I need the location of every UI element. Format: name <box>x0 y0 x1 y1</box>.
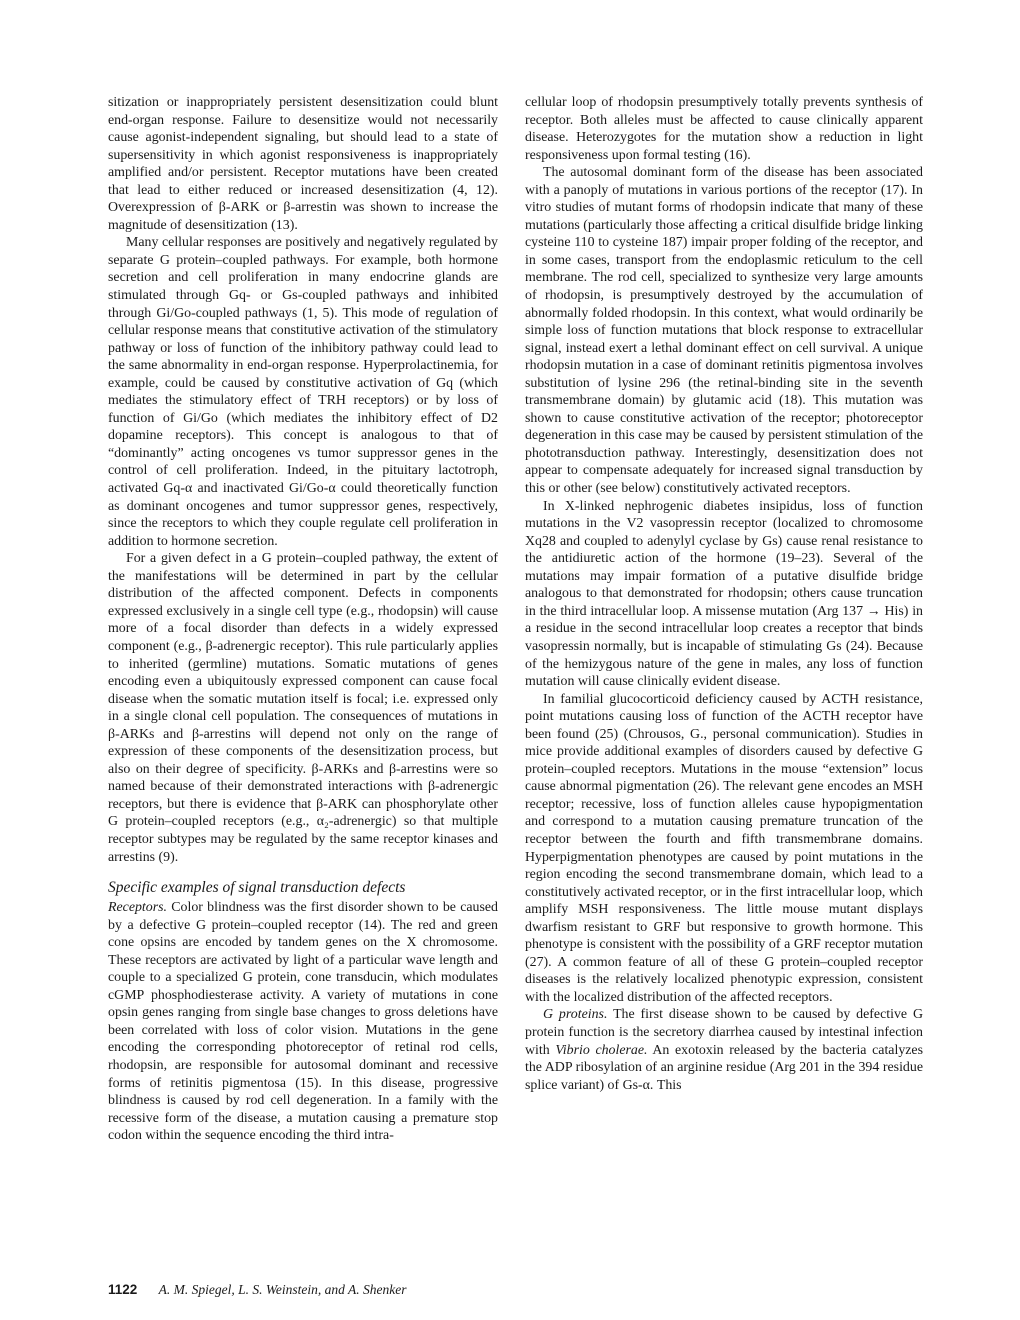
page-number: 1122 <box>108 1282 138 1297</box>
paragraph: In familial glucocorticoid deficiency caused by ACTH resistance, point mutations causing loss of function of the ACTH receptor have been found (25) (Chrousos, G., personal communication). Studies in mice provide additional examples of disorders caused by defective G protein–coupled receptors. Mutations in the mouse “extension” locus cause abnormal pigmentation (26). The relevant gene encodes an MSH receptor; recessive, loss of function alleles cause hypopigmentation and correspond to a mutation causing premature truncation of the receptor between the fourth and fifth transmembrane domains. Hyperpigmentation phenotypes are caused by point mutations in the region encoding the second transmembrane domain, which lead to a constitutively activated receptor, or in the first intracellular loop, which amplify MSH responsiveness. The little mouse mutant displays dwarfism resistant to GRF but responsive to growth hormone. This phenotype is consistent with the possibility of a GRF receptor mutation (27). A common feature of all of these G protein–coupled receptor diseases is the relatively localized phenotypic expression, consistent with the localized distribution of the affected receptors. <box>525 691 923 1005</box>
paragraph <box>108 899 498 1145</box>
left-column <box>108 94 498 1145</box>
paragraph: Many cellular responses are positively and negatively regulated by separate G protein–coupled pathways. For example, both hormone secretion and cell proliferation in many endocrine glands are stimulated through Gq- or Gs-coupled pathways and inhibited through Gi/Go-coupled pathways (1, 5). This mode of regulation of cellular response means that constitutive activation of the stimulatory pathway or loss of function of the inhibitory pathway could lead to the same abnormality in end-organ response. Hyperprolactinemia, for example, could be caused by constitutive activation of Gq (which mediates the stimulatory effect of TRH receptors) or by loss of function of Gi/Go (which mediates the inhibitory effect of D2 dopamine receptors). This concept is analogous to that of “dominantly” acting oncogenes vs tumor suppressor genes in the control of cell proliferation. Indeed, in the pituitary lactotroph, activated Gq-α and inactivated Gi/Go-α could theoretically function as dominant oncogenes and tumor suppressor genes, respectively, since the receptors to which they couple regulate cell proliferation in addition to hormone secretion. <box>108 235 498 549</box>
paragraph: For a given defect in a G protein–coupled pathway, the extent of the manifestations will be determined in part by the cellular distribution of the affected component. Defects in components expressed exclusively in a single cell type (e.g., rhodopsin) will cause more of a focal disorder than defects in a widely expressed component (e.g., β-adrenergic receptor). This rule particularly applies to inherited (germline) mutations. Somatic mutations of genes encoding even a ubiquitously expressed component can cause focal disease when the somatic mutation itself is focal; i.e. expressed only in a single clonal cell population. The consequences of mutations in β-ARKs and β-arrestins will depend not only on the range of expression of these components of the desensitization process, but also on their degree of specificity. β-ARKs and β-arrestins were so named because of their demonstrated interactions with β-adrenergic receptors, but there is evidence that β-ARK can phosphorylate other G protein–coupled receptors (e.g., α₂-adrenergic) so that multiple receptor subtypes may be regulated by the same receptor kinases and arrestins (9). <box>108 551 498 865</box>
run-in-heading: G proteins. <box>543 1007 608 1023</box>
paragraph-text: Color blindness was the first disorder shown to be caused by a defective G protein–coupled receptor (14). The red and green cone opsins are encoded by tandem genes on the X chromosome. These receptors are activated by light of a particular wave length and couple to a specialized G protein, cone transducin, which modulates cGMP phosphodiesterase activity. A variety of mutations in cone opsin genes ranging from single base changes to gross deletions have been correlated with loss of color vision. Mutations in the gene encoding the corresponding photoreceptor of retinal rod cells, rhodopsin, are responsible for autosomal dominant and recessive forms of retinitis pigmentosa (15). In this disease, progressive blindness is caused by rod cell degeneration. In a family with the recessive form of the disease, a mutation causing a premature stop codon within the sequence encoding the third intra- <box>108 900 498 1144</box>
right-column <box>525 94 923 1094</box>
section-heading: Specific examples of signal transduction defects <box>108 879 406 897</box>
paragraph: cellular loop of rhodopsin presumptively totally prevents synthesis of receptor. Both alleles must be affected to cause clinically apparent disease. Heterozygotes for the mutation show a reduction in light responsiveness upon formal testing (16). <box>525 95 923 163</box>
species-name: Vibrio cholerae. <box>555 1042 648 1058</box>
paragraph: The autosomal dominant form of the disease has been associated with a panoply of mutations in various portions of the receptor (17). In vitro studies of mutant forms of rhodopsin indicate that many of these mutations (particularly those affecting a critical disulfide bridge linking cysteine 110 to cysteine 187) impair proper folding of the receptor, and in some cases, transport from the endoplasmic reticulum to the cell membrane. The rod cell, specialized to synthesize very large amounts of rhodopsin, is presumptively destroyed by the accumulation of abnormally folded rhodopsin. In this context, what would ordinarily be simple loss of function mutations that block response to extracellular signal, instead exert a lethal dominant effect on cell survival. A unique rhodopsin mutation in a case of dominant retinitis pigmentosa involves substitution of lysine 296 (the retinal-binding site in the seventh transmembrane domain) by glutamic acid (18). This mutation was shown to cause constitutive activation of the receptor; photoreceptor degeneration in this case may be caused by persistent stimulation of the phototransduction pathway. Interestingly, desensitization does not appear to compensate adequately for increased signal transduction by this or other (see below) constitutively activated receptors. <box>525 165 923 497</box>
paragraph: sitization or inappropriately persistent desensitization could blunt end-organ response. Failure to desensitize would not necessarily cause agonist-independent signaling, but should lead to a state of supersensitivity in which agonist responsiveness is inappropriately amplified and/or persistent. Receptor mutations have been created that lead to either reduced or increased desensitization (4, 12). Overexpression of β-ARK or β-arrestin was shown to increase the magnitude of desensitization (13). <box>108 95 498 233</box>
paragraph: In X-linked nephrogenic diabetes insipidus, loss of function mutations in the V2 vasopressin receptor (localized to chromosome Xq28 and coupled to adenylyl cyclase by Gs) cause renal resistance to the antidiuretic action of the hormone (19–23). Several of the mutations may impair formation of a putative disulfide bridge analogous to that demonstrated for rhodopsin; others cause truncation in the third intracellular loop. A missense mutation (Arg 137 → His) in a residue in the second intracellular loop creates a receptor that binds vasopressin normally, but is incapable of stimulating Gs (24). Because of the hemizygous nature of the gene in males, any loss of function mutation will cause clinically evident disease. <box>525 498 923 690</box>
paragraph-text: The first disease shown to be caused by defective G protein function is the secretory diarrhea caused by intestinal infection with <box>525 1007 923 1058</box>
paragraph <box>525 1006 923 1094</box>
run-in-heading: Receptors. <box>108 900 168 916</box>
running-authors: A. M. Spiegel, L. S. Weinstein, and A. Shenker <box>158 1282 407 1297</box>
paragraph-text: An exotoxin released by the bacteria catalyzes the ADP ribosylation of an arginine residue (Arg 201 in the 394 residue splice variant) of Gs-α. This <box>525 1042 924 1093</box>
page-footer <box>108 1281 407 1299</box>
